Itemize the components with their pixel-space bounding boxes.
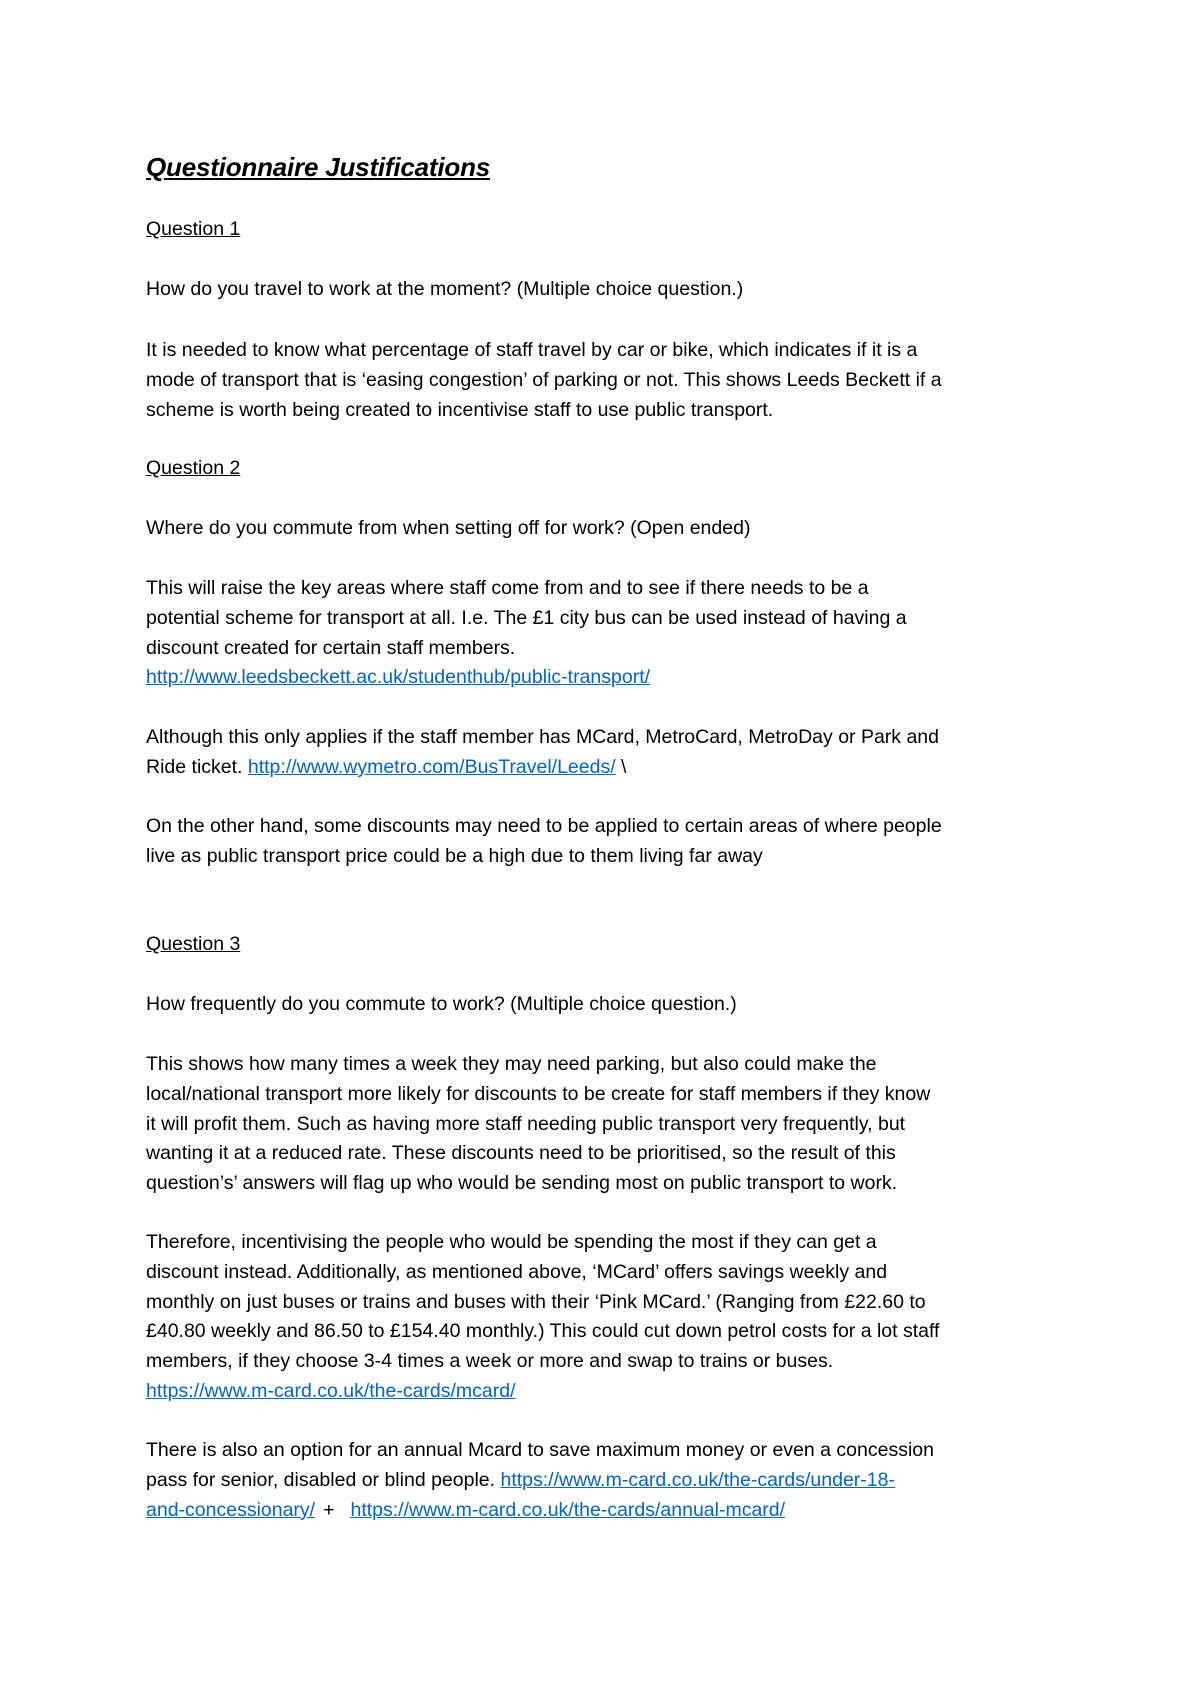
text-line: members, if they choose 3-4 times a week or more and swap to trains or buses. bbox=[146, 1350, 834, 1373]
mcard-link[interactable]: https://www.m-card.co.uk/the-cards/mcard/ bbox=[146, 1379, 516, 1402]
text-line: discount created for certain staff members. bbox=[146, 636, 516, 659]
text-line: it will profit them. Such as having more staff needing public transport very frequently, but bbox=[146, 1112, 906, 1135]
question-2-text: Where do you commute from when setting off for work? (Open ended) bbox=[146, 517, 751, 539]
wymetro-link[interactable]: http://www.wymetro.com/BusTravel/Leeds/ bbox=[247, 755, 616, 778]
text-line: wanting it at a reduced rate. These discounts need to be prioritised, so the result of this bbox=[146, 1142, 896, 1165]
annual-mcard-link[interactable]: https://www.m-card.co.uk/the-cards/annual-mcard/ bbox=[350, 1498, 786, 1521]
backslash-text: \ bbox=[615, 755, 627, 778]
text-line: £40.80 weekly and 86.50 to £154.40 monthly.) This could cut down petrol costs for a lot staff bbox=[146, 1320, 940, 1343]
text-line: question’s’ answers will flag up who would be sending most on public transport to work. bbox=[146, 1172, 898, 1195]
text-line: This shows how many times a week they may need parking, but also could make the bbox=[146, 1053, 877, 1075]
leedsbeckett-transport-link[interactable]: http://www.leedsbeckett.ac.uk/studenthub/public-transport/ bbox=[146, 666, 651, 689]
text-line: live as public transport price could be a high due to them living far away bbox=[146, 844, 763, 867]
question-3-mcard-paragraph bbox=[146, 1228, 1076, 1407]
question-1-heading: Question 1 bbox=[146, 218, 241, 240]
plus-sign: + bbox=[323, 1498, 335, 1521]
text-line: monthly on just buses or trains and buses with their ‘Pink MCard.’ (Ranging from £22.60 to bbox=[146, 1290, 926, 1313]
text-line: mode of transport that is ‘easing congestion’ of parking or not. This shows Leeds Beckett if a bbox=[146, 368, 942, 391]
text-line: scheme is worth being created to incentivise staff to use public transport. bbox=[146, 398, 774, 421]
text-line: This will raise the key areas where staff come from and to see if there needs to be a bbox=[146, 577, 869, 599]
question-2-heading: Question 2 bbox=[146, 457, 241, 479]
text-line: local/national transport more likely for discounts to be create for staff members if they know bbox=[146, 1082, 931, 1105]
under-18-concessionary-link[interactable]: https://www.m-card.co.uk/the-cards/under-18- bbox=[500, 1468, 895, 1491]
text-line: pass for senior, disabled or blind people. bbox=[146, 1468, 501, 1491]
text-line: potential scheme for transport at all. I.e. The £1 city bus can be used instead of having a bbox=[146, 606, 907, 629]
under-18-concessionary-link-continued[interactable]: and-concessionary/ bbox=[146, 1498, 316, 1521]
question-2-discount-note bbox=[146, 812, 1076, 872]
question-2-justification bbox=[146, 574, 1076, 693]
question-3-justification bbox=[146, 1050, 1076, 1199]
question-3-annual-paragraph bbox=[146, 1436, 1076, 1525]
question-2-mcard-note bbox=[146, 723, 1076, 783]
question-3-text: How frequently do you commute to work? (Multiple choice question.) bbox=[146, 993, 737, 1015]
text-line: Although this only applies if the staff member has MCard, MetroCard, MetroDay or Park and bbox=[146, 726, 939, 748]
text-line: Ride ticket. bbox=[146, 755, 248, 778]
question-3-heading: Question 3 bbox=[146, 933, 241, 955]
question-1-text: How do you travel to work at the moment? (Multiple choice question.) bbox=[146, 278, 744, 300]
text-line: discount instead. Additionally, as mentioned above, ‘MCard’ offers savings weekly and bbox=[146, 1260, 888, 1283]
question-1-justification bbox=[146, 336, 1076, 425]
text-line: On the other hand, some discounts may need to be applied to certain areas of where people bbox=[146, 815, 942, 837]
document-title: Questionnaire Justifications bbox=[146, 152, 491, 182]
text-line: Therefore, incentivising the people who would be spending the most if they can get a bbox=[146, 1231, 877, 1253]
text-line: There is also an option for an annual Mcard to save maximum money or even a concession bbox=[146, 1439, 934, 1461]
text-line: It is needed to know what percentage of staff travel by car or bike, which indicates if it is a bbox=[146, 339, 918, 361]
